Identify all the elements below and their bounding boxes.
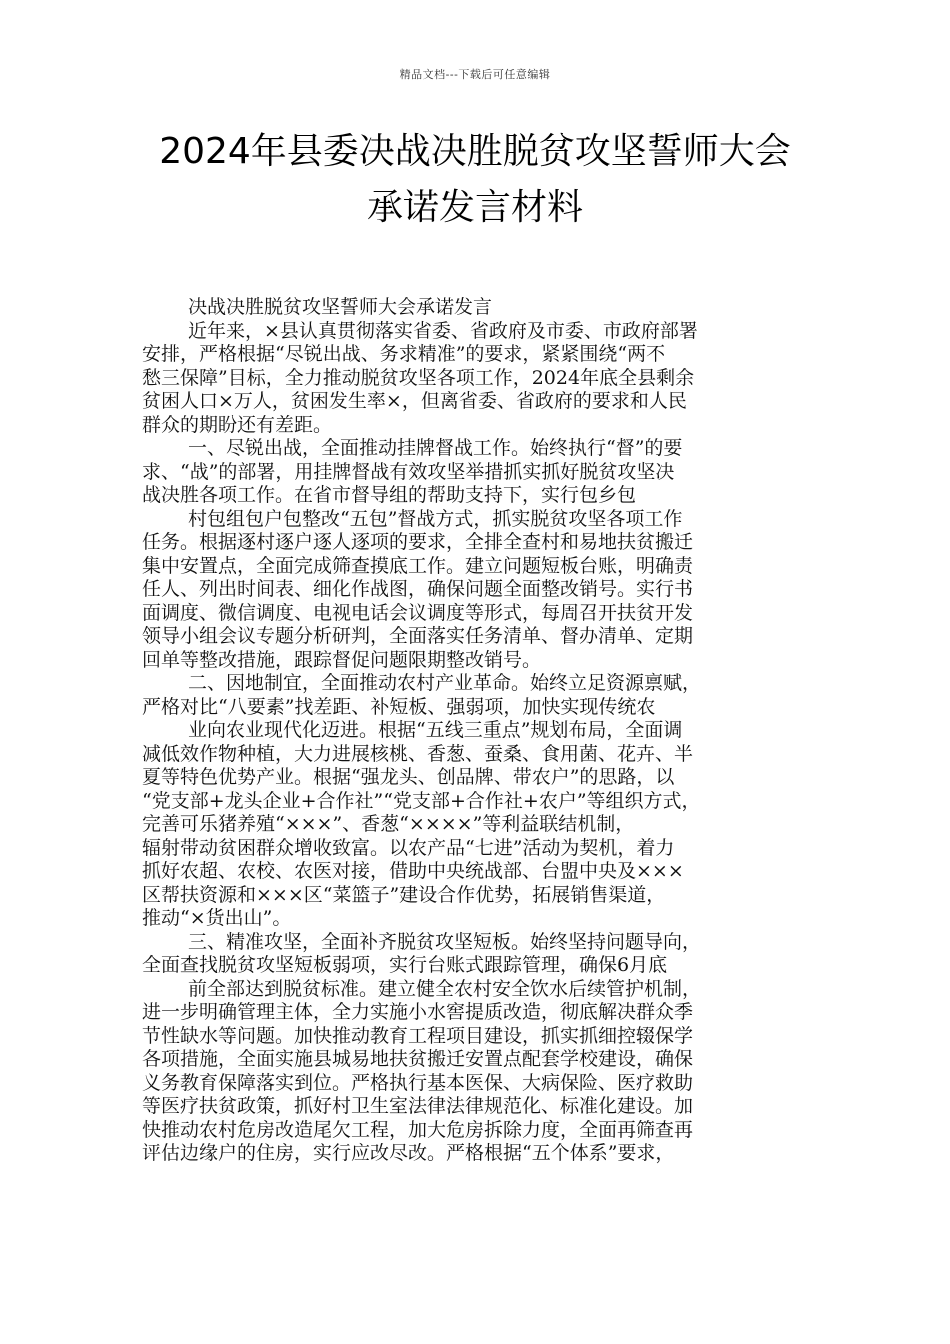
body-line: 三、精准攻坚，全面补齐脱贫攻坚短板。始终坚持问题导向， [188,930,702,953]
document-title [100,124,850,236]
body-line: 任务。根据逐村逐户逐人逐项的要求，全排全查村和易地扶贫搬迁 [142,531,694,553]
body-line: 完善可乐猪养殖“×××”、香葱“××××”等利益联结机制， [142,813,635,835]
body-line: 回单等整改措施，跟踪督促问题限期整改销号。 [142,648,542,671]
body-line: 二、因地制宜，全面推动农村产业革命。始终立足资源禀赋， [188,672,702,694]
body-line: 面调度、微信调度、电视电话会议调度等形式，每周召开扶贫开发 [142,601,694,624]
body-line: 前全部达到脱贫标准。建立健全农村安全饮水后续管护机制， [188,977,702,1000]
body-line: 领导小组会议专题分析研判，全面落实任务清单、督办清单、定期 [142,625,694,647]
body-line: 全面查找脱贫攻坚短板弱项，实行台账式跟踪管理，确保6月底 [142,954,668,976]
body-line: 求、“战”的部署，用挂牌督战有效攻坚举措抓实抓好脱贫攻坚决 [142,460,675,483]
body-line: 进一步明确管理主体，全力实施小水窖提质改造，彻底解决群众季 [142,1001,694,1023]
body-line: 区帮扶资源和×××区“菜篮子”建设合作优势，拓展销售渠道， [142,883,666,906]
body-line: 义务教育保障落实到位。严格执行基本医保、大病保险、医疗救助 [142,1071,694,1094]
body-line: 集中安置点，全面完成筛查摸底工作。建立问题短板台账，明确责 [142,554,694,577]
body-line: 愁三保障”目标，全力推动脱贫攻坚各项工作，2024年底全县剩余 [142,366,695,389]
body-line: 快推动农村危房改造尾欠工程，加大危房拆除力度，全面再筛查再 [142,1118,694,1141]
body-line: 节性缺水等问题。加快推动教育工程项目建设，抓实抓细控辍保学 [142,1024,694,1047]
body-line: 安排，严格根据“尽锐出战、务求精准”的要求，紧紧围绕“两不 [142,343,666,365]
body-line: 抓好农超、农校、农医对接，借助中央统战部、台盟中央及××× [142,860,684,882]
body-line: 夏等特色优势产业。根据“强龙头、创品牌、带农户”的思路，以 [142,766,675,788]
body-line: 一、尽锐出战，全面推动挂牌督战工作。始终执行“督”的要 [188,437,683,459]
body-line: 群众的期盼还有差距。 [142,413,333,436]
body-line: “党支部+龙头企业+合作社”“党支部+合作社+农户”等组织方式， [142,789,701,812]
body-line: 等医疗扶贫政策，抓好村卫生室法律法律规范化、标准化建设。加 [142,1095,694,1117]
body-line: 辐射带动贫困群众增收致富。以农产品“七进”活动为契机，着力 [142,836,675,859]
header-note: 精品文档---下载后可任意编辑 [399,68,551,81]
body-line: 贫困人口×万人，贫困发生率×，但离省委、省政府的要求和人民 [142,390,687,412]
body-line: 严格对比“八要素”找差距、补短板、强弱项，加快实现传统农 [142,695,656,718]
body-line: 决战决胜脱贫攻坚誓师大会承诺发言 [188,296,493,318]
document-body [142,296,812,1166]
body-line: 推动“×货出山”。 [142,907,292,929]
body-line: 业向农业现代化迈进。根据“五线三重点”规划布局，全面调 [188,719,683,741]
body-line: 减低效作物种植，大力进展核桃、香葱、蚕桑、食用菌、花卉、半 [142,742,694,765]
body-line: 各项措施，全面实施县城易地扶贫搬迁安置点配套学校建设，确保 [142,1048,694,1070]
body-line: 近年来，×县认真贯彻落实省委、省政府及市委、市政府部署 [188,319,698,342]
body-line: 村包组包户包整改“五包”督战方式，抓实脱贫攻坚各项工作 [188,507,683,530]
body-line: 任人、列出时间表、细化作战图，确保问题全面整改销号。实行书 [142,578,694,600]
body-line: 战决胜各项工作。在省市督导组的帮助支持下，实行包乡包 [142,484,637,506]
title-line-1: 2024年县委决战决胜脱贫攻坚誓师大会 [159,131,791,172]
body-line: 评估边缘户的住房，实行应改尽改。严格根据“五个体系”要求， [142,1142,675,1164]
title-line-2: 承诺发言材料 [366,187,583,228]
